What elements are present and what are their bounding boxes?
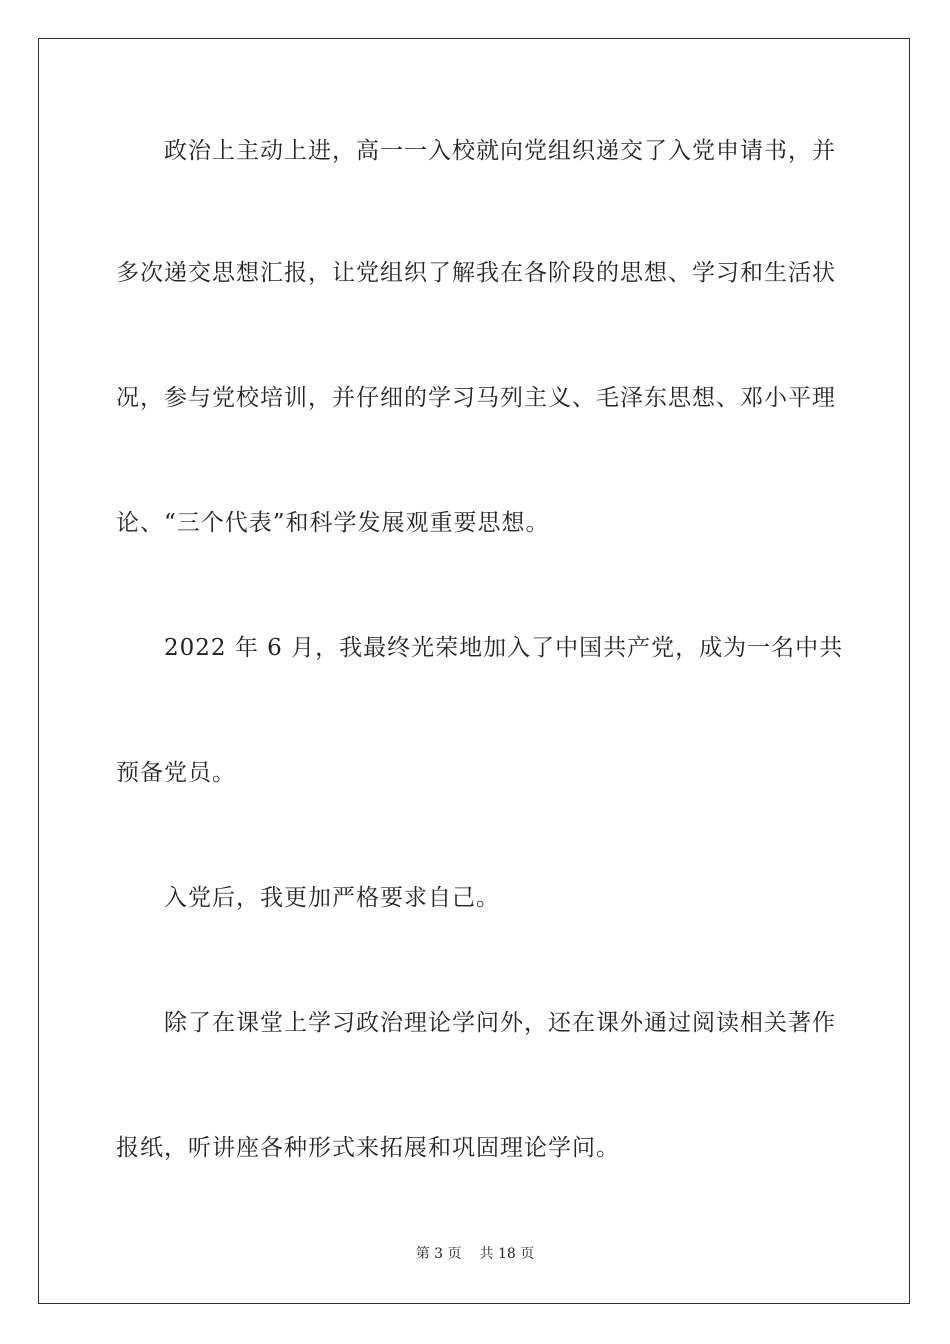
- paragraph-1-line-4: 论、“三个代表”和科学发展观重要思想。: [116, 510, 550, 536]
- total-pages: 共 18 页: [479, 1246, 535, 1262]
- paragraph-3-line-1: 入党后，我更加严格要求自己。: [164, 885, 500, 911]
- page-footer: [0, 1243, 950, 1263]
- paragraph-1-line-3: 况，参与党校培训，并仔细的学习马列主义、毛泽东思想、邓小平理: [116, 385, 836, 411]
- paragraph-1-line-1: 政治上主动上进，高一一入校就向党组织递交了入党申请书，并: [164, 138, 836, 164]
- paragraph-4-line-2: 报纸，听讲座各种形式来拓展和巩固理论学问。: [116, 1135, 620, 1161]
- paragraph-2-line-1: 2022 年 6 月，我最终光荣地加入了中国共产党，成为一名中共: [164, 635, 844, 661]
- page-number: 第 3 页: [415, 1246, 462, 1262]
- paragraph-2-line-2: 预备党员。: [116, 760, 236, 786]
- page-border: [38, 38, 910, 1304]
- paragraph-4-line-1: 除了在课堂上学习政治理论学问外，还在课外通过阅读相关著作: [164, 1010, 836, 1036]
- paragraph-1-line-2: 多次递交思想汇报，让党组织了解我在各阶段的思想、学习和生活状: [116, 260, 836, 286]
